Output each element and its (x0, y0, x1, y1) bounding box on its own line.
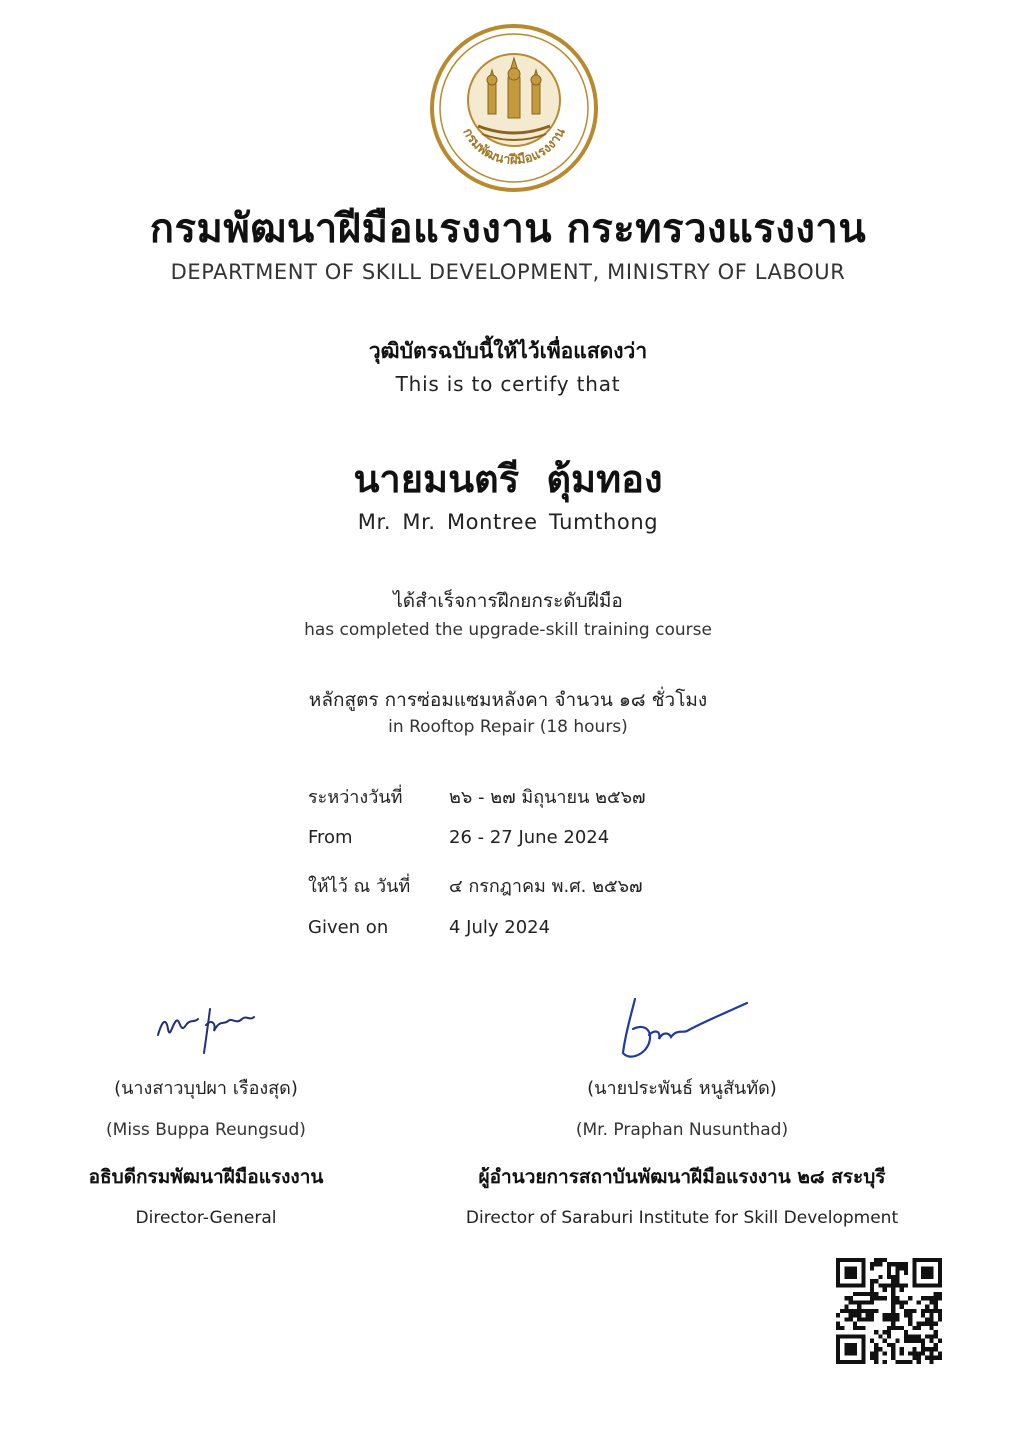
completion-statement-thai: ได้สำเร็จการฝึกยกระดับฝีมือ (393, 590, 623, 612)
between-dates-value-thai: ๒๖ - ๒๗ มิถุนายน ๒๕๖๗ (449, 787, 646, 808)
given-on-value: 4 July 2024 (449, 917, 551, 938)
signatory-2-name-thai: (นายประพันธ์ หนูสันทัด) (587, 1078, 777, 1099)
course-title-english: in Rooftop Repair (18 hours) (388, 717, 628, 737)
certify-heading-thai: วุฒิบัตรฉบับนี้ให้ไว้เพื่อแสดงว่า (368, 339, 648, 363)
given-on-label: Given on (308, 917, 389, 938)
from-label: From (308, 827, 353, 848)
given-date-value-thai: ๔ กรกฎาคม พ.ศ. ๒๕๖๗ (449, 876, 643, 897)
seal-text: กรมพัฒนาฝีมือแรงงาน (459, 125, 569, 169)
institute-director-signature (605, 995, 755, 1067)
given-date-label-thai: ให้ไว้ ณ วันที่ (308, 876, 411, 897)
between-dates-label-thai: ระหว่างวันที่ (308, 787, 403, 808)
certify-heading-english: This is to certify that (395, 372, 621, 396)
department-title-english: DEPARTMENT OF SKILL DEVELOPMENT, MINISTRY OF LABOUR (170, 260, 846, 284)
course-title-thai: หลักสูตร การซ่อมแซมหลังคา จำนวน ๑๘ ชั่วโมง (308, 689, 708, 711)
signatory-2-name-english: (Mr. Praphan Nusunthad) (575, 1120, 789, 1140)
qr-code-icon[interactable] (836, 1258, 942, 1364)
signatory-1-name-english: (Miss Buppa Reungsud) (106, 1120, 306, 1140)
signatory-2-position-english: Director of Saraburi Institute for Skill Development (465, 1208, 899, 1228)
completion-statement-english: has completed the upgrade-skill training course (304, 620, 712, 640)
director-general-signature (150, 995, 260, 1057)
signatory-2-position-thai: ผู้อำนวยการสถาบันพัฒนาฝีมือแรงงาน ๒๘ สระบุรี (478, 1166, 886, 1188)
recipient-name-thai: นายมนตรี ตุ้มทอง (353, 457, 663, 501)
signatory-1-position-english: Director-General (135, 1208, 277, 1228)
department-emblem-seal (428, 22, 600, 194)
signatory-1-position-thai: อธิบดีกรมพัฒนาฝีมือแรงงาน (88, 1166, 324, 1188)
recipient-name-english: Mr. Mr. Montree Tumthong (357, 510, 659, 534)
from-dates-value: 26 - 27 June 2024 (449, 827, 610, 848)
department-title-thai: กรมพัฒนาฝีมือแรงงาน กระทรวงแรงงาน (149, 206, 867, 252)
signatory-1-name-thai: (นางสาวบุปผา เรืองสุด) (114, 1078, 298, 1099)
